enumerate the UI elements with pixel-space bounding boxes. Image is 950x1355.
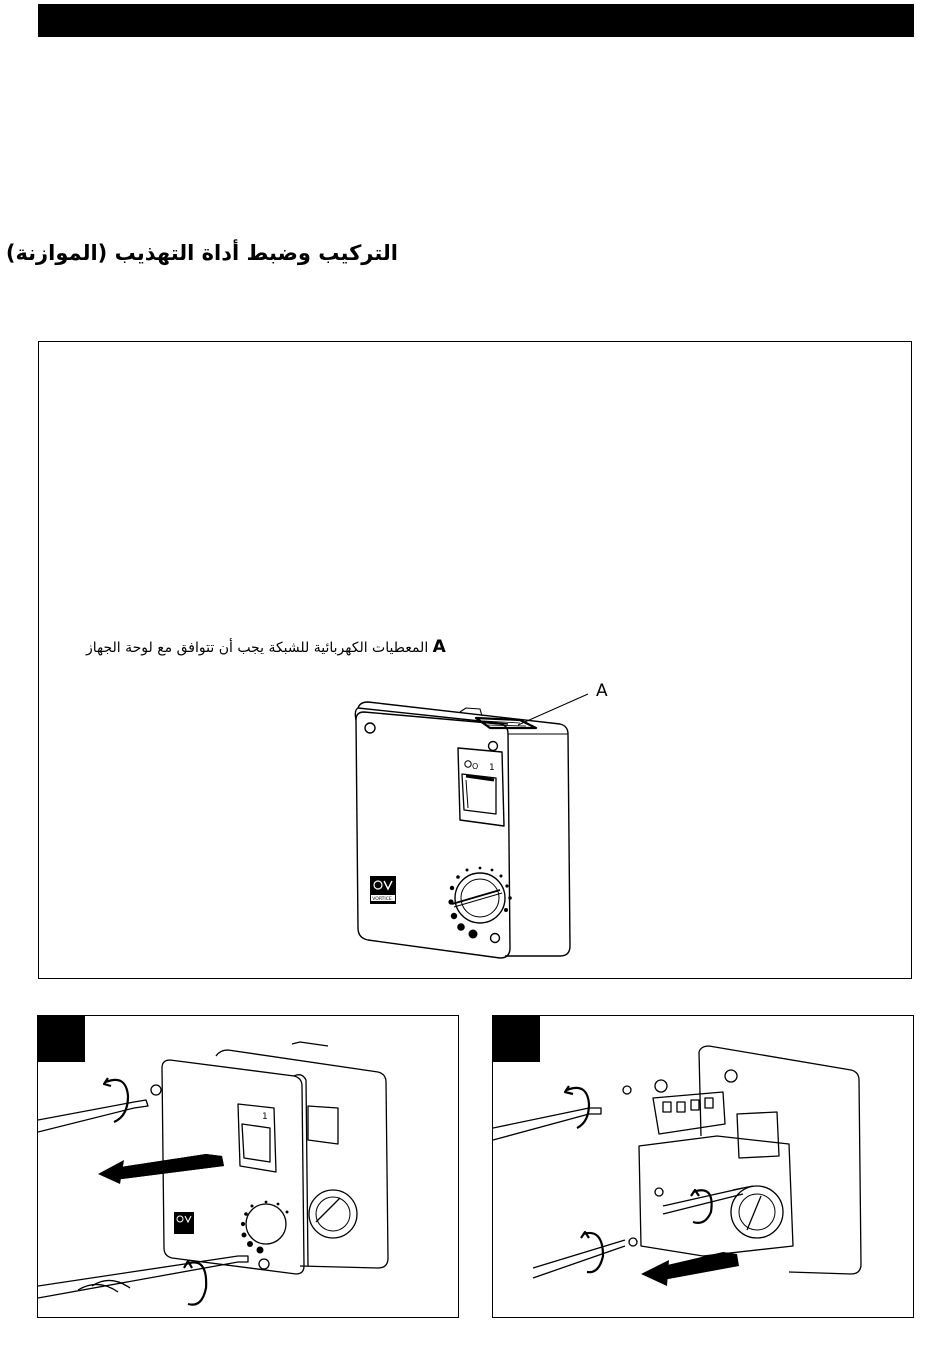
- callout-label-a: A: [596, 681, 608, 701]
- switch-off-symbol: O: [472, 762, 479, 771]
- rating-plate-note: [86, 634, 526, 660]
- step-2-frame: [492, 1015, 914, 1318]
- section-title: التركيب وضبط أداة التهذيب (الموازنة): [5, 241, 398, 265]
- note-ref-label: A: [432, 637, 446, 657]
- logo-name: VORTICE: [372, 897, 392, 902]
- header-bar: [38, 4, 914, 37]
- step-1-frame: [37, 1015, 459, 1318]
- switch-on-symbol: 1: [489, 763, 495, 773]
- note-text: المعطيات الكهربائية للشبكة يجب أن تتوافق مع لوحة الجهاز: [86, 640, 429, 656]
- unscrew-base-icon: [493, 1016, 913, 1317]
- remove-cover-icon: [38, 1016, 458, 1317]
- step-1-switch-symbol: 1: [262, 1112, 268, 1122]
- speed-controller-illustration: [340, 676, 620, 966]
